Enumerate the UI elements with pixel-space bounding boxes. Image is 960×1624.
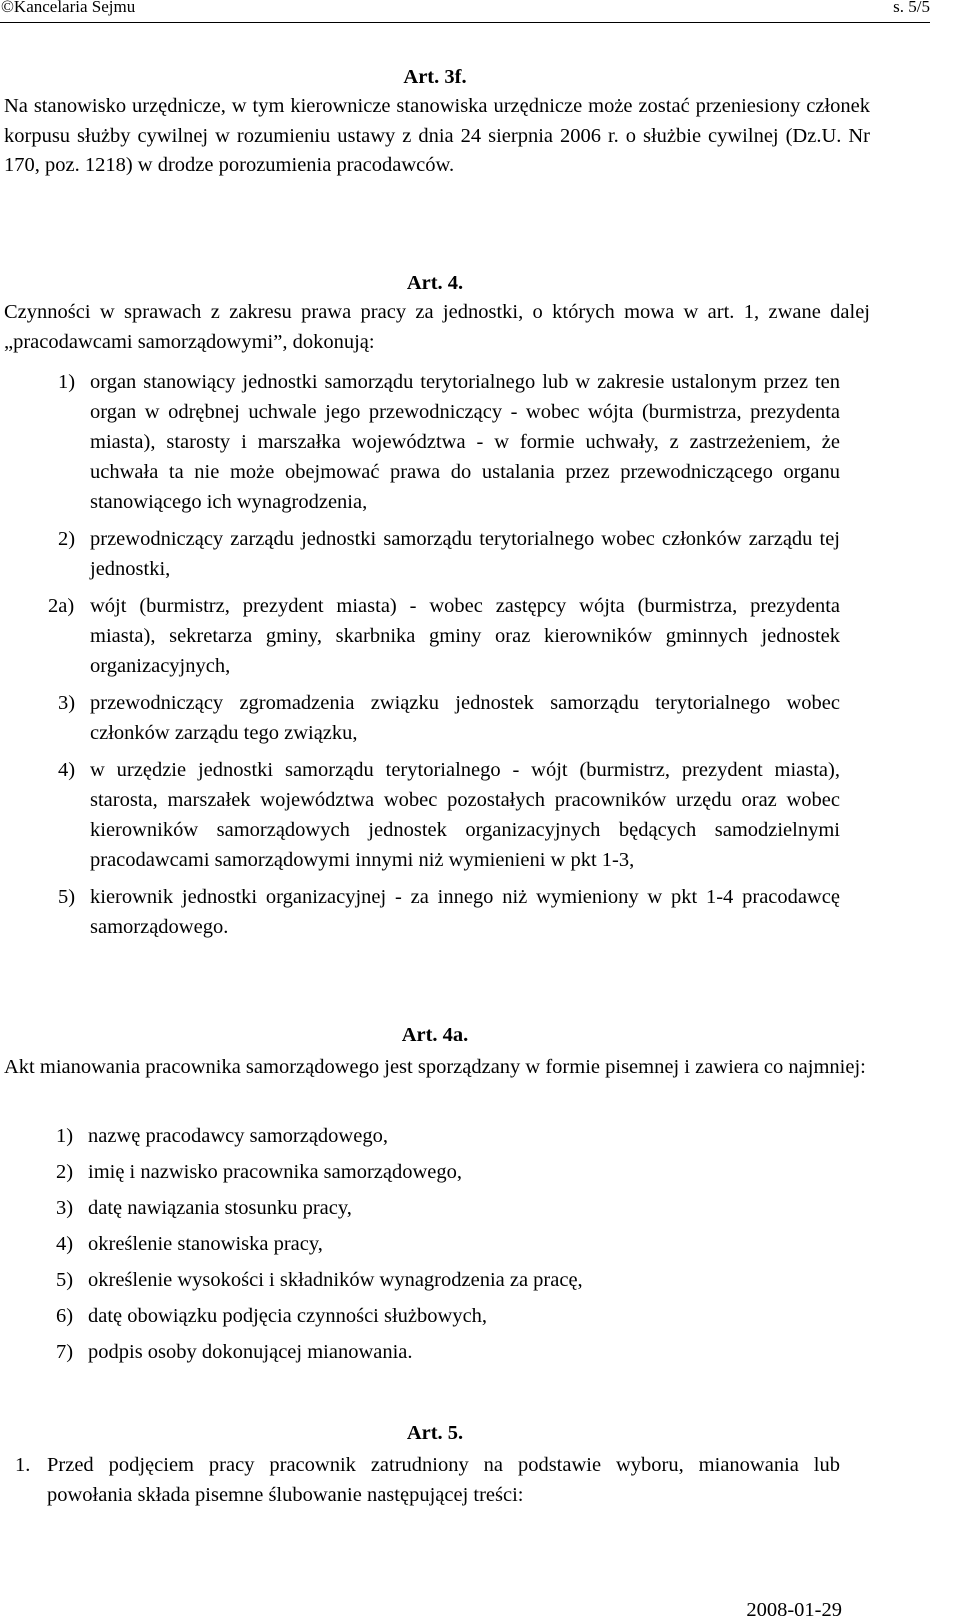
art-3f-heading: Art. 3f.: [403, 66, 467, 88]
list-item-number: 1.: [15, 1454, 31, 1476]
list-item: [58, 882, 840, 942]
list-item-text: Przed podjęciem pracy pracownik zatrudniony na podstawie wyboru, mianowania lub powołania składa pisemne ślubowanie następującej treści:: [47, 1454, 840, 1506]
art-5-list: [15, 1450, 840, 1510]
list-item-text: określenie wysokości i składników wynagrodzenia za pracę,: [88, 1269, 583, 1291]
list-item: [56, 1226, 848, 1262]
header-source: ©Kancelaria Sejmu: [1, 0, 136, 16]
list-item: [56, 1118, 848, 1154]
list-item-number: 2): [58, 528, 76, 550]
art-5-heading: Art. 5.: [406, 1422, 464, 1444]
list-item-number: 3): [58, 692, 76, 714]
header-page-number: s. 5/5: [893, 0, 930, 16]
list-item-text: określenie stanowiska pracy,: [88, 1233, 323, 1255]
list-item: [56, 1334, 848, 1370]
list-item: [58, 367, 840, 517]
list-item-text: nazwę pracodawcy samorządowego,: [88, 1125, 388, 1147]
art-4-list: [48, 367, 840, 942]
list-item-number: 6): [56, 1305, 74, 1327]
art-4-intro: Czynności w sprawach z zakresu prawa pracy za jednostki, o których mowa w art. 1, zwane dalej „pracodawcami samorządowymi”, dokonują:: [4, 301, 870, 353]
art-4a-heading: Art. 4a.: [401, 1024, 469, 1046]
list-item-text: imię i nazwisko pracownika samorządowego,: [88, 1161, 463, 1183]
list-item-text: podpis osoby dokonującej mianowania.: [88, 1341, 413, 1363]
list-item-text: datę obowiązku podjęcia czynności służbowych,: [88, 1305, 488, 1327]
list-item-text: w urzędzie jednostki samorządu terytorialnego - wójt (burmistrz, prezydent miasta), starosta, marszałek województwa wobec pozostałych pracowników urzędu oraz wobec kierowników samorządowych jednostek organizacyjnych będących samodzielnymi pracodawcami samorządowymi innymi niż wymienieni w pkt 1-3,: [90, 759, 840, 871]
list-item: [48, 591, 840, 681]
list-item: [56, 1262, 848, 1298]
list-item-number: 7): [56, 1341, 74, 1363]
list-item: [56, 1190, 848, 1226]
list-item: [56, 1298, 848, 1334]
list-item-number: 1): [56, 1125, 74, 1147]
list-item: [58, 755, 840, 875]
art-3f-text: Na stanowisko urzędnicze, w tym kierownicze stanowiska urzędnicze może zostać przeniesiony członek korpusu służby cywilnej w rozumieniu ustawy z dnia 24 sierpnia 2006 r. o służbie cywilnej (Dz.U. Nr 170, poz. 1218) w drodze porozumienia pracodawców.: [4, 95, 870, 176]
art-4-heading: Art. 4.: [406, 272, 464, 294]
list-item: [56, 1154, 848, 1190]
list-item-number: 3): [56, 1197, 74, 1219]
list-item-text: przewodniczący zgromadzenia związku jednostek samorządu terytorialnego wobec członków zarządu tego związku,: [90, 692, 840, 744]
list-item-number: 5): [58, 886, 76, 908]
list-item-text: datę nawiązania stosunku pracy,: [88, 1197, 352, 1219]
list-item-number: 5): [56, 1269, 74, 1291]
list-item-number: 2): [56, 1161, 74, 1183]
footer-date: 2008-01-29: [746, 1599, 842, 1621]
list-item-number: 4): [58, 759, 76, 781]
list-item-number: 2a): [48, 595, 75, 617]
header-rule: [0, 22, 930, 23]
list-item-text: wójt (burmistrz, prezydent miasta) - wobec zastępcy wójta (burmistrza, prezydenta miasta), sekretarza gminy, skarbnika gminy oraz kierowników gminnych jednostek organizacyjnych,: [90, 595, 840, 677]
art-4a-list: [56, 1118, 848, 1370]
list-item-text: organ stanowiący jednostki samorządu terytorialnego lub w zakresie ustalonym przez ten organ w odrębnej uchwale jego przewodniczący - wobec wójta (burmistrza, prezydenta miasta), starosty i marszałka województwa - w formie uchwały, z zastrzeżeniem, że uchwała ta nie może obejmować prawa do ustalania przez przewodniczącego organu stanowiącego ich wynagrodzenia,: [90, 371, 840, 513]
list-item-text: kierownik jednostki organizacyjnej - za innego niż wymieniony w pkt 1-4 pracodawcę samorządowego.: [90, 886, 840, 938]
list-item-number: 1): [58, 371, 76, 393]
art-4a-intro: Akt mianowania pracownika samorządowego jest sporządzany w formie pisemnej i zawiera co najmniej:: [4, 1056, 866, 1078]
list-item: [15, 1450, 840, 1510]
list-item-text: przewodniczący zarządu jednostki samorządu terytorialnego wobec członków zarządu tej jednostki,: [90, 528, 840, 580]
list-item-number: 4): [56, 1233, 74, 1255]
list-item: [58, 524, 840, 584]
list-item: [58, 688, 840, 748]
